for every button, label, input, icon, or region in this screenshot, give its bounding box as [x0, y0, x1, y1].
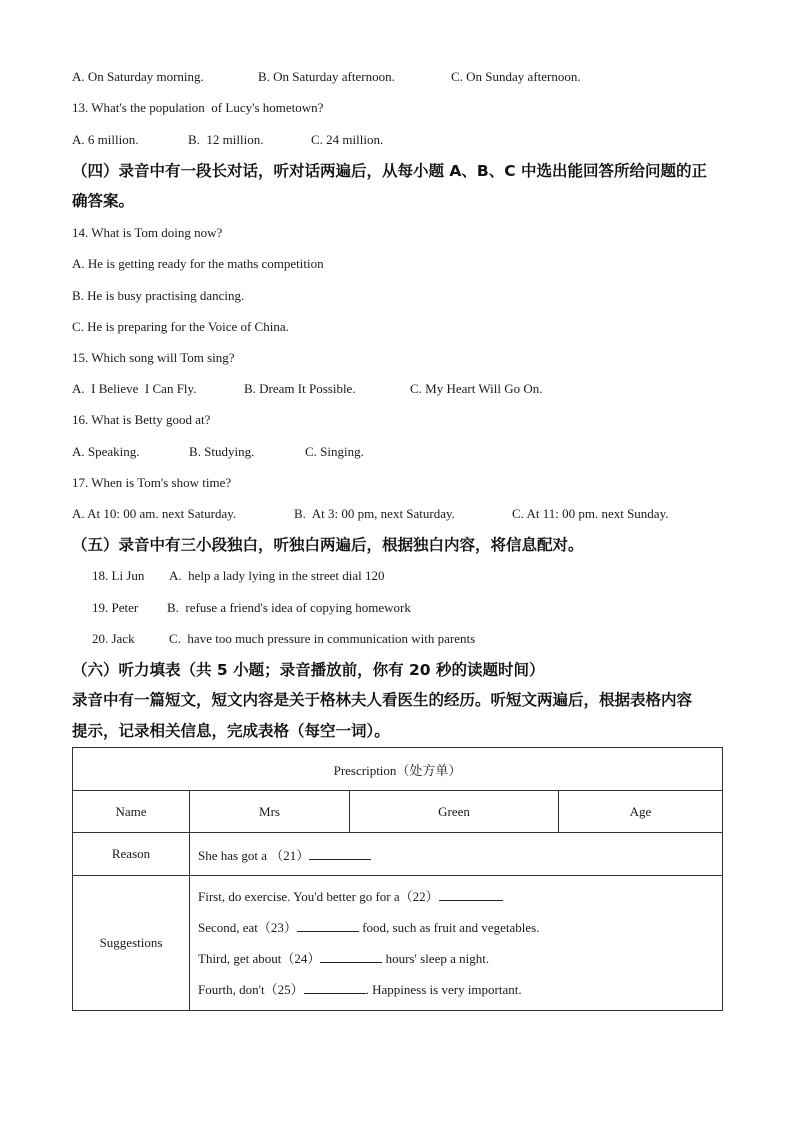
reason-label: Reason [73, 833, 190, 876]
blank-24[interactable] [320, 950, 382, 963]
q14-option-b: B. He is busy practising dancing. [72, 288, 245, 303]
suggestion-3: Third, get about（24） hours' sleep a night. [198, 951, 490, 966]
suggestion-4: Fourth, don't（25） . Happiness is very important. [198, 982, 522, 997]
q17-option-c: C. At 11: 00 pm. next Sunday. [512, 506, 669, 521]
blank-22[interactable] [439, 888, 503, 901]
blank-23[interactable] [297, 919, 359, 932]
section4-heading-line1: （四）录音中有一段长对话，听对话两遍后，从每小题 A、B、C 中选出能回答所给问题的正 [72, 162, 707, 180]
section6-instruction-line1: 录音中有一篇短文，短文内容是关于格林夫人看医生的经历。听短文两遍后，根据表格内容 [72, 691, 693, 709]
name-mrs-cell: Mrs [190, 791, 350, 833]
q16-option-b: B. Studying. [189, 444, 255, 459]
suggestion-2: Second, eat（23） food, such as fruit and vegetables. [198, 920, 540, 935]
q12-option-a: A. On Saturday morning. [72, 69, 204, 84]
q15-option-c: C. My Heart Will Go On. [410, 381, 543, 396]
q16-option-c: C. Singing. [305, 444, 364, 459]
match-name-19: 19. Peter [92, 600, 139, 615]
q16-question: 16. What is Betty good at? [72, 412, 211, 427]
match-text-c: C. have too much pressure in communication with parents [169, 631, 476, 646]
match-text-a: A. help a lady lying in the street dial 120 [169, 568, 385, 583]
age-label: Age [559, 791, 723, 833]
q14-question: 14. What is Tom doing now? [72, 225, 223, 240]
suggestions-label: Suggestions [73, 876, 190, 1011]
section4-heading-line2: 确答案。 [72, 192, 135, 210]
name-green-cell: Green [350, 791, 559, 833]
q12-option-b: B. On Saturday afternoon. [258, 69, 395, 84]
match-name-20: 20. Jack [92, 631, 135, 646]
q16-option-a: A. Speaking. [72, 444, 140, 459]
q13-option-a: A. 6 million. [72, 132, 139, 147]
q12-option-c: C. On Sunday afternoon. [451, 69, 581, 84]
q14-option-c: C. He is preparing for the Voice of China. [72, 319, 289, 334]
blank-21[interactable] [309, 847, 371, 860]
q13-question: 13. What's the population of Lucy's hometown? [72, 100, 324, 115]
q14-option-a: A. He is getting ready for the maths competition [72, 256, 324, 271]
match-name-18: 18. Li Jun [92, 568, 145, 583]
name-label: Name [73, 791, 190, 833]
section6-instruction-line2: 提示，记录相关信息，完成表格（每空一词）。 [72, 722, 390, 740]
q17-option-b: B. At 3: 00 pm, next Saturday. [294, 506, 455, 521]
section5-heading: （五）录音中有三小段独白，听独白两遍后，根据独白内容，将信息配对。 [72, 536, 584, 554]
q15-option-b: B. Dream It Possible. [244, 381, 356, 396]
section6-heading: （六）听力填表（共 5 小题；录音播放前，你有 20 秒的读题时间） [72, 661, 545, 679]
prescription-table [72, 747, 723, 1011]
prescription-title: Prescription（处方单） [73, 748, 723, 791]
q15-question: 15. Which song will Tom sing? [72, 350, 235, 365]
suggestions-cell [190, 876, 723, 1011]
q17-question: 17. When is Tom's show time? [72, 475, 232, 490]
reason-text: She has got a （21） [198, 847, 310, 863]
q13-option-c: C. 24 million. [311, 132, 384, 147]
suggestion-1: First, do exercise. You'd better go for a（22） [190, 881, 722, 912]
q13-option-b: B. 12 million. [188, 132, 264, 147]
q15-option-a: A. I Believe I Can Fly. [72, 381, 197, 396]
blank-25[interactable] [304, 981, 366, 994]
reason-cell [190, 833, 723, 876]
q17-option-a: A. At 10: 00 am. next Saturday. [72, 506, 237, 521]
match-text-b: B. refuse a friend's idea of copying homework [167, 600, 411, 615]
